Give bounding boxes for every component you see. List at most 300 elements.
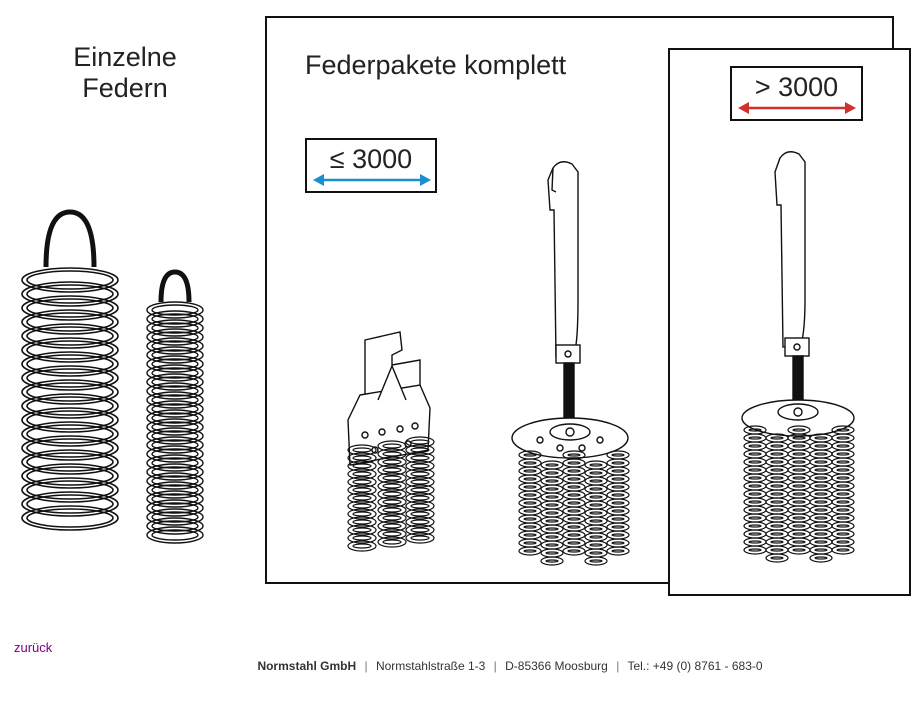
spring-coil (744, 546, 766, 554)
spring-coil (788, 514, 810, 522)
spring-coil (607, 539, 629, 547)
spring-coil (810, 466, 832, 474)
spring-coil (383, 532, 401, 536)
spring-coil (832, 538, 854, 546)
spring-coil (832, 498, 854, 506)
spring-coil (585, 541, 607, 549)
spring-coil (744, 442, 766, 450)
spring-coil (519, 467, 541, 475)
spring-coil (568, 470, 580, 472)
spring-coil (771, 525, 783, 527)
spring-coil (612, 486, 624, 488)
spring-coil (524, 542, 536, 544)
spring-coil (788, 482, 810, 490)
spring-coil (744, 514, 766, 522)
spring-coil (519, 459, 541, 467)
spring-coil (749, 485, 761, 487)
spring-coil (815, 445, 827, 447)
large-size-label: > 3000 (754, 72, 839, 102)
spring-coil (411, 488, 429, 492)
spring-coil (563, 539, 585, 547)
spring-coil (815, 525, 827, 527)
spring-coil (27, 481, 113, 499)
spring-coil (568, 534, 580, 536)
spring-coil (607, 499, 629, 507)
spring-coil (590, 480, 602, 482)
spring-coil (411, 504, 429, 508)
spring-coil (524, 470, 536, 472)
spring-coil (815, 453, 827, 455)
spring-coil (353, 536, 371, 540)
spring-coil (788, 538, 810, 546)
spring-coil (546, 488, 558, 490)
spring-coil (541, 461, 563, 469)
spring-coil (524, 454, 536, 456)
spring-coil (27, 369, 113, 387)
small-size-label: ≤ 3000 (329, 144, 413, 174)
red-double-arrow-icon (738, 100, 856, 116)
spring-coil (837, 477, 849, 479)
spring-coil (771, 485, 783, 487)
spring-coil (568, 510, 580, 512)
spring-coil (749, 549, 761, 551)
spring-coil (749, 533, 761, 535)
spring-coil (815, 509, 827, 511)
spring-coil (585, 509, 607, 517)
spring-coil (383, 500, 401, 504)
spring-coil (766, 474, 788, 482)
spring-coil (749, 493, 761, 495)
spring-coil (590, 552, 602, 554)
spring-coil (771, 509, 783, 511)
spring-coil (546, 520, 558, 522)
spring-coil (815, 533, 827, 535)
spring-coil (541, 549, 563, 557)
spring-coil (771, 461, 783, 463)
spring-coil (585, 549, 607, 557)
spring-coil (832, 458, 854, 466)
spring-coil (524, 510, 536, 512)
spring-coil (590, 520, 602, 522)
spring-coil (749, 525, 761, 527)
spring-coil (585, 493, 607, 501)
spring-coil (524, 550, 536, 552)
spring-coil (612, 534, 624, 536)
spring-coil (607, 515, 629, 523)
spring-coil (524, 486, 536, 488)
spring-coil (585, 461, 607, 469)
spring-coil (766, 530, 788, 538)
spring-coil (793, 453, 805, 455)
spring-coil (612, 470, 624, 472)
spring-coil (815, 469, 827, 471)
spring-coil (749, 453, 761, 455)
spring-coil (27, 285, 113, 303)
spring-coil (832, 530, 854, 538)
spring-coil (788, 458, 810, 466)
spring-coil (524, 462, 536, 464)
spring-coil (590, 560, 602, 562)
spring-coil (383, 492, 401, 496)
large-package-illustration (735, 150, 860, 580)
spring-coil (524, 478, 536, 480)
spring-coil (27, 397, 113, 415)
footer-city: D-85366 Moosburg (505, 659, 608, 673)
spring-coil (612, 550, 624, 552)
footer-company: Normstahl GmbH (257, 659, 357, 673)
spring-coil (810, 450, 832, 458)
spring-coil (411, 512, 429, 516)
spring-coil (744, 458, 766, 466)
spring-coil (749, 477, 761, 479)
spring-coil (585, 533, 607, 541)
spring-coil (837, 485, 849, 487)
spring-coil (832, 506, 854, 514)
large-size-label-box (730, 66, 863, 121)
small-single-spring (147, 272, 203, 543)
spring-coil (353, 488, 371, 492)
spring-coil (383, 508, 401, 512)
spring-coil (519, 531, 541, 539)
spring-coil (837, 541, 849, 543)
spring-coil (546, 504, 558, 506)
spring-coil (793, 541, 805, 543)
back-link[interactable]: zurück (14, 640, 53, 655)
spring-coil (771, 501, 783, 503)
spring-coil (411, 456, 429, 460)
spring-coil (744, 474, 766, 482)
spring-coil (749, 437, 761, 439)
spring-coil (27, 453, 113, 471)
spring-coil (793, 485, 805, 487)
spring-coil (832, 434, 854, 442)
spring-coil (832, 546, 854, 554)
spring-coil (793, 549, 805, 551)
spring-coil (810, 530, 832, 538)
hook-package-springs (519, 451, 629, 565)
spring-coil (411, 496, 429, 500)
spring-coil (563, 459, 585, 467)
spring-coil (832, 482, 854, 490)
spring-coil (27, 411, 113, 429)
spring-coil (585, 525, 607, 533)
spring-coil (383, 460, 401, 464)
spring-coil (749, 461, 761, 463)
spring-coil (524, 494, 536, 496)
spring-coil (815, 493, 827, 495)
spring-coil (793, 445, 805, 447)
spring-coil (815, 461, 827, 463)
spring-hook (161, 272, 189, 302)
spring-coil (607, 523, 629, 531)
spring-coil (793, 437, 805, 439)
spring-coil (788, 546, 810, 554)
spring-coil (563, 491, 585, 499)
spring-coil (766, 450, 788, 458)
spring-coil (744, 466, 766, 474)
spring-coil (612, 542, 624, 544)
spring-coil (810, 538, 832, 546)
spring-coil (27, 271, 113, 289)
spring-coil (815, 501, 827, 503)
spring-coil (519, 475, 541, 483)
spring-coil (585, 477, 607, 485)
spring-coil (766, 466, 788, 474)
spring-coil (749, 517, 761, 519)
spring-coil (771, 437, 783, 439)
large-single-spring (22, 212, 118, 530)
spring-coil (524, 526, 536, 528)
spring-coil (815, 549, 827, 551)
spring-coil (524, 502, 536, 504)
spring-coil (837, 509, 849, 511)
spring-coil (541, 557, 563, 565)
spring-coil (788, 442, 810, 450)
spring-coil (541, 525, 563, 533)
footer (200, 659, 820, 673)
spring-coil (815, 485, 827, 487)
spring-coil (563, 531, 585, 539)
spring-coil (793, 533, 805, 535)
spring-coil (607, 475, 629, 483)
spring-hook (46, 212, 94, 267)
spring-coil (546, 512, 558, 514)
spring-coil (837, 453, 849, 455)
spring-coil (383, 476, 401, 480)
large-hook-package (742, 152, 854, 436)
footer-separator: | (493, 659, 497, 673)
spring-coil (607, 459, 629, 467)
spring-coil (590, 496, 602, 498)
spring-coil (810, 482, 832, 490)
spring-coil (832, 474, 854, 482)
spring-coil (411, 536, 429, 540)
single-springs-title: Einzelne Federn (73, 42, 177, 103)
spring-coil (353, 528, 371, 532)
spring-coil (27, 439, 113, 457)
spring-coil (590, 528, 602, 530)
spring-coil (27, 383, 113, 401)
spring-coil (411, 464, 429, 468)
spring-coil (815, 541, 827, 543)
spring-coil (563, 523, 585, 531)
spring-coil (568, 478, 580, 480)
spring-coil (546, 464, 558, 466)
spring-coil (585, 557, 607, 565)
spring-coil (749, 445, 761, 447)
spring-coil (383, 484, 401, 488)
spring-coil (744, 482, 766, 490)
spring-coil (353, 472, 371, 476)
spring-coil (27, 299, 113, 317)
spring-coil (590, 544, 602, 546)
spring-coil (793, 517, 805, 519)
spring-coil (568, 526, 580, 528)
spring-coil (837, 517, 849, 519)
spring-coil (27, 341, 113, 359)
spring-coil (568, 518, 580, 520)
spring-coil (766, 554, 788, 562)
spring-coil (585, 517, 607, 525)
spring-coil (607, 491, 629, 499)
spring-coil (771, 533, 783, 535)
spring-coil (766, 538, 788, 546)
spring-coil (563, 547, 585, 555)
spring-coil (524, 534, 536, 536)
footer-phone: Tel.: +49 (0) 8761 - 683-0 (627, 659, 763, 673)
spring-coil (607, 467, 629, 475)
spring-coil (749, 541, 761, 543)
spring-coil (519, 499, 541, 507)
spring-coil (749, 469, 761, 471)
spring-coil (585, 469, 607, 477)
spring-coil (383, 524, 401, 528)
spring-coil (519, 491, 541, 499)
spring-coil (837, 493, 849, 495)
spring-coil (788, 498, 810, 506)
spring-coil (541, 541, 563, 549)
spring-coil (749, 509, 761, 511)
spring-coil (353, 520, 371, 524)
spring-coil (766, 490, 788, 498)
spring-coil (568, 502, 580, 504)
spring-coil (519, 523, 541, 531)
spring-coil (563, 499, 585, 507)
spring-coil (832, 442, 854, 450)
spring-coil (771, 541, 783, 543)
spring-coil (744, 434, 766, 442)
spring-coil (27, 509, 113, 527)
spring-coil (546, 472, 558, 474)
spring-coil (810, 498, 832, 506)
spring-coil (590, 472, 602, 474)
spring-coil (541, 469, 563, 477)
spring-coil (546, 528, 558, 530)
spring-coil (793, 469, 805, 471)
spring-coil (568, 486, 580, 488)
spring-coil (353, 544, 371, 548)
spring-coil (541, 517, 563, 525)
spring-coil (546, 552, 558, 554)
spring-coil (749, 501, 761, 503)
spring-coil (541, 501, 563, 509)
spring-coil (383, 540, 401, 544)
spring-coil (546, 496, 558, 498)
spring-coil (612, 454, 624, 456)
spring-coil (353, 512, 371, 516)
spring-coil (832, 466, 854, 474)
spring-coil (590, 464, 602, 466)
spring-coil (793, 461, 805, 463)
spring-coil (766, 458, 788, 466)
spring-coil (563, 467, 585, 475)
spring-coil (837, 461, 849, 463)
spring-coil (541, 485, 563, 493)
spring-coil (383, 516, 401, 520)
packages-title: Federpakete komplett (305, 50, 567, 80)
spring-coil (519, 515, 541, 523)
spring-coil (607, 483, 629, 491)
spring-coil (837, 437, 849, 439)
spring-coil (612, 526, 624, 528)
spring-coil (568, 550, 580, 552)
spring-coil (27, 327, 113, 345)
spring-coil (607, 451, 629, 459)
spring-coil (793, 501, 805, 503)
spring-coil (810, 458, 832, 466)
spring-coil (353, 464, 371, 468)
packages-illustration (320, 150, 665, 580)
spring-coil (788, 506, 810, 514)
spring-coil (353, 496, 371, 500)
spring-coil (771, 469, 783, 471)
spring-coil (810, 546, 832, 554)
spring-coil (788, 530, 810, 538)
spring-coil (607, 507, 629, 515)
spring-coil (546, 480, 558, 482)
spring-coil (771, 453, 783, 455)
spring-coil (563, 475, 585, 483)
footer-separator: | (364, 659, 368, 673)
spring-coil (563, 515, 585, 523)
spring-coil (832, 514, 854, 522)
spring-coil (744, 530, 766, 538)
spring-coil (810, 474, 832, 482)
spring-coil (744, 506, 766, 514)
spring-coil (793, 509, 805, 511)
spring-coil (612, 510, 624, 512)
spring-coil (563, 507, 585, 515)
spring-coil (810, 442, 832, 450)
spring-coil (771, 477, 783, 479)
spring-coil (810, 522, 832, 530)
spring-coil (744, 522, 766, 530)
spring-coil (27, 425, 113, 443)
spring-coil (771, 517, 783, 519)
spring-coil (788, 450, 810, 458)
spring-coil (815, 517, 827, 519)
spring-coil (788, 466, 810, 474)
large-package-springs (744, 426, 854, 562)
spring-coil (810, 490, 832, 498)
spring-coil (744, 450, 766, 458)
spring-coil (832, 522, 854, 530)
spring-coil (837, 533, 849, 535)
spring-coil (27, 313, 113, 331)
spring-coil (568, 462, 580, 464)
spring-coil (519, 483, 541, 491)
spring-coil (788, 474, 810, 482)
footer-address: Normstahlstraße 1-3 (375, 659, 486, 673)
spring-coil (766, 514, 788, 522)
spring-coil (541, 533, 563, 541)
spring-coil (519, 547, 541, 555)
spring-coil (766, 498, 788, 506)
spring-coil (815, 477, 827, 479)
spring-coil (793, 525, 805, 527)
spring-coil (612, 494, 624, 496)
spring-coil (546, 544, 558, 546)
spring-coil (766, 506, 788, 514)
spring-coil (788, 490, 810, 498)
spring-coil (837, 501, 849, 503)
spring-coil (837, 445, 849, 447)
spring-coil (810, 434, 832, 442)
spring-coil (590, 488, 602, 490)
spring-coil (411, 528, 429, 532)
spring-coil (837, 549, 849, 551)
spring-coil (590, 512, 602, 514)
